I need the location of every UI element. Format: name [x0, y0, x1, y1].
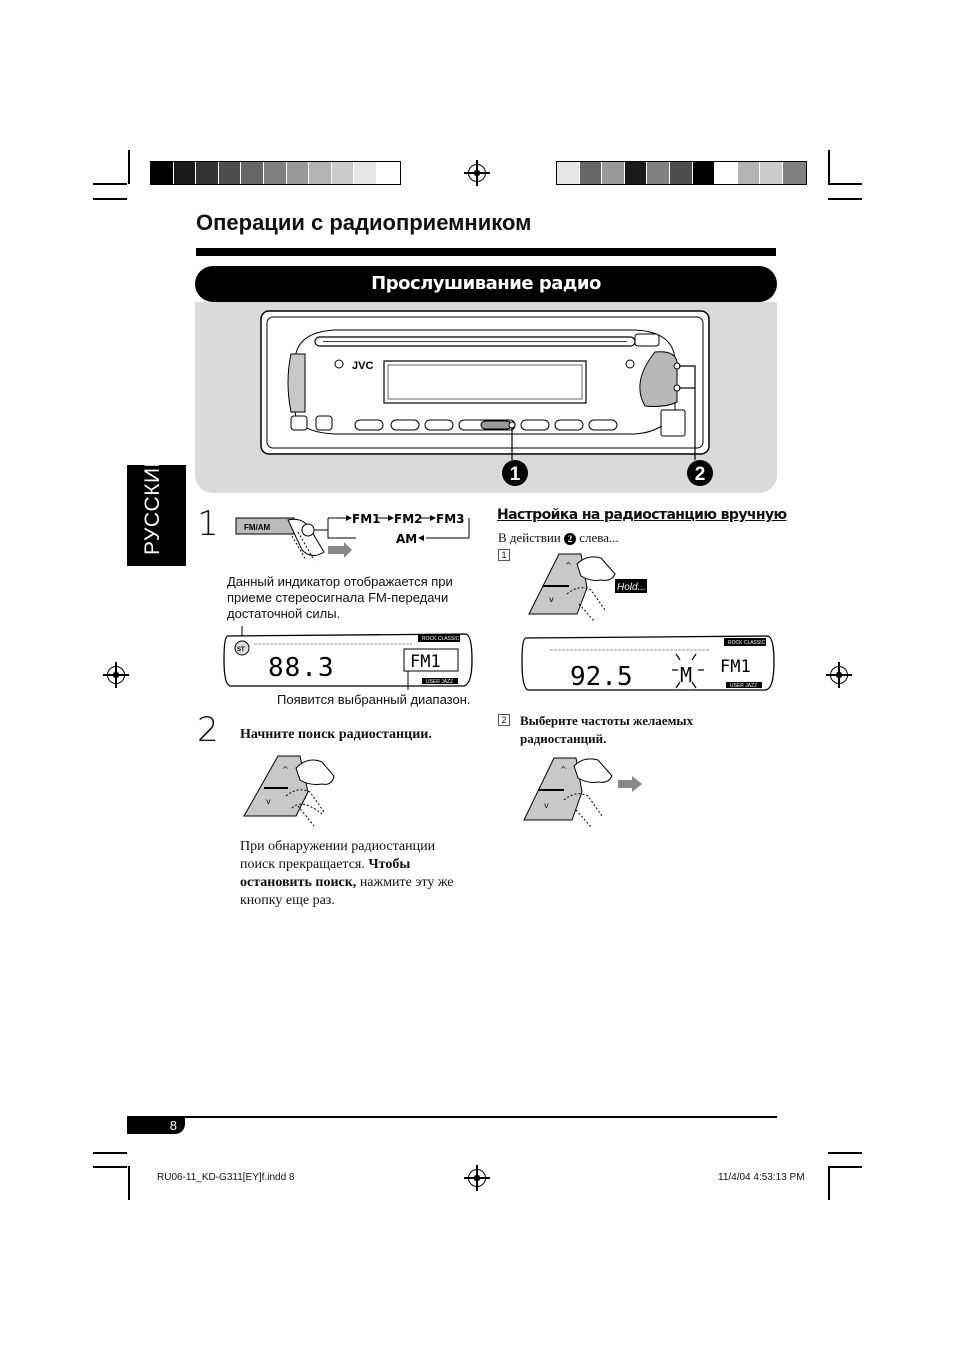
seek-button-hand-illustration — [238, 752, 348, 832]
fm-am-key-label: FM/AM — [244, 523, 271, 532]
callout-2-inline-icon: 2 — [564, 533, 576, 545]
title-rule — [196, 248, 776, 256]
step-2-number: 2 — [197, 710, 219, 750]
band-note: Появится выбранный диапазон. — [277, 692, 471, 707]
bottom-rule — [127, 1116, 777, 1118]
manual-mode-indicator: M — [680, 663, 693, 687]
lcd-display-step1 — [222, 620, 477, 700]
svg-text:ROCK CLASSIC: ROCK CLASSIC — [728, 640, 766, 646]
step-1-number: 1 — [197, 504, 219, 544]
stop-search-label: Чтобы остановить поиск, — [240, 857, 411, 890]
color-bar-right — [556, 161, 807, 185]
registration-mark-icon — [468, 1169, 486, 1187]
brand-logo: JVC — [352, 360, 374, 372]
hold-label: Hold... — [617, 582, 646, 593]
crop-mark — [828, 150, 830, 184]
page-number: 8 — [127, 1117, 185, 1134]
svg-text:USER JAZZ: USER JAZZ — [426, 679, 454, 685]
crop-mark — [828, 198, 862, 200]
crop-mark — [828, 183, 862, 185]
svg-text:2: 2 — [694, 464, 706, 485]
tap-seek-hand-illustration — [520, 756, 650, 832]
stereo-indicator-note: Данный индикатор отображается при приеме стереосигнала FM-передачи достаточной силы. — [227, 574, 453, 621]
svg-text:v: v — [266, 797, 271, 806]
crop-mark — [93, 1166, 127, 1168]
svg-text:USER JAZZ: USER JAZZ — [730, 683, 758, 689]
svg-text:v: v — [544, 801, 549, 810]
stereo-indicator: ST — [237, 647, 245, 653]
band-readout: FM1 — [410, 652, 441, 672]
substep-2-box: 2 — [498, 714, 510, 726]
language-label: РУССКИЙ — [141, 451, 164, 555]
manual-intro: В действии 2 слева... — [498, 530, 619, 545]
language-tab — [127, 451, 186, 566]
crop-mark — [828, 1166, 830, 1200]
crop-mark — [828, 1152, 862, 1154]
band-fm3: FM3 — [436, 512, 465, 526]
callout-2-icon — [685, 458, 715, 488]
substep-2-text: Выберите частоты желаемых радиостанций. — [520, 713, 694, 746]
crop-mark — [93, 1152, 127, 1154]
crop-mark — [828, 1166, 862, 1168]
manual-frequency-readout: 92.5 — [570, 662, 633, 692]
callout-1-icon — [500, 458, 530, 488]
registration-mark-icon — [830, 666, 848, 684]
registration-mark-icon — [107, 666, 125, 684]
crop-mark — [128, 1166, 130, 1200]
svg-text:ROCK CLASSIC: ROCK CLASSIC — [422, 636, 460, 642]
svg-text:^: ^ — [565, 561, 572, 570]
svg-text:^: ^ — [560, 765, 567, 774]
crop-mark — [128, 150, 130, 184]
search-stop-note: При обнаружении радиостанции поиск прекращается. — [240, 839, 436, 872]
step-2-note — [240, 838, 470, 910]
substep-1-box: 1 — [498, 549, 510, 561]
band-fm1: FM1 — [352, 512, 381, 526]
footer-date: 11/4/04 4:53:13 PM — [718, 1172, 805, 1183]
stop-search-text: нажмите эту же кнопку еще раз. — [240, 875, 454, 908]
hold-seek-hand-illustration — [525, 552, 655, 624]
crop-mark — [93, 198, 127, 200]
band-am: AM — [396, 532, 418, 546]
registration-mark-icon — [468, 164, 486, 182]
step-2-heading: Начните поиск радиостанции. — [240, 727, 432, 742]
svg-text:^: ^ — [282, 765, 289, 774]
fm-am-button-diagram — [232, 512, 482, 567]
svg-text:v: v — [549, 595, 554, 604]
color-bar-left — [150, 161, 401, 185]
manual-tuning-heading: Настройка на радиостанцию вручную — [497, 507, 787, 523]
footer-file: RU06-11_KD-G311[EY]f.indd 8 — [157, 1172, 295, 1183]
frequency-readout: 88.3 — [268, 653, 335, 683]
svg-text:1: 1 — [509, 464, 521, 485]
lcd-display-manual — [520, 634, 780, 696]
page-title: Операции с радиоприемником — [196, 210, 532, 235]
section-title: Прослушивание радио — [195, 266, 777, 302]
band-fm2: FM2 — [394, 512, 423, 526]
crop-mark — [93, 183, 127, 185]
manual-band-readout: FM1 — [720, 657, 751, 677]
